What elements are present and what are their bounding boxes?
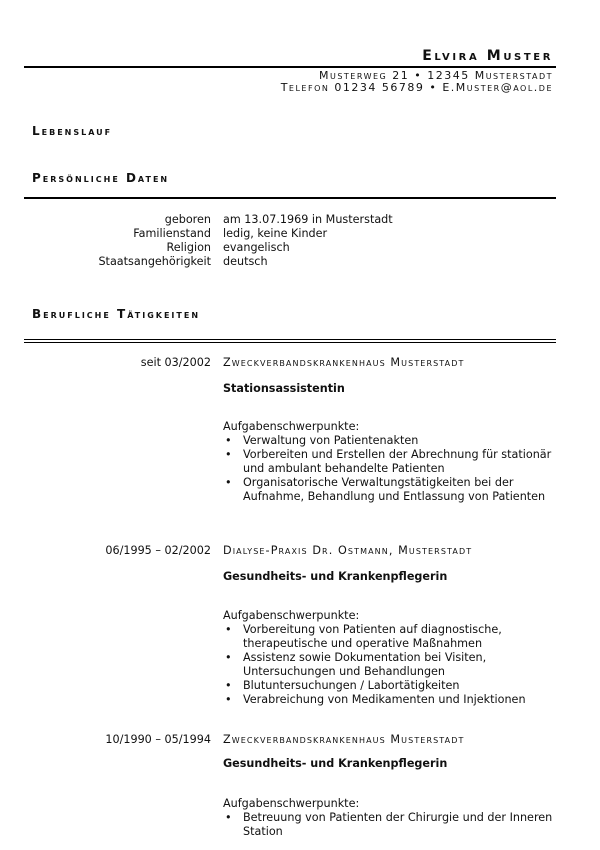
career-heading: Berufliche Tätigkeiten — [32, 307, 201, 321]
job-employer: Zweckverbandskrankenhaus Musterstadt — [223, 356, 465, 369]
bullet-icon: • — [225, 651, 232, 664]
job-date: 10/1990 – 05/1994 — [105, 733, 211, 746]
applicant-name: Elvira Muster — [422, 48, 553, 64]
list-item — [223, 434, 553, 448]
personal-label: Religion — [166, 241, 211, 254]
job-tasks-intro: Aufgabenschwerpunkte: — [223, 797, 360, 810]
personal-row-birth — [24, 213, 564, 227]
bullet-icon: • — [225, 434, 232, 447]
career-rule-bottom — [24, 342, 556, 343]
personal-value: deutsch — [223, 255, 268, 268]
bullet-icon: • — [225, 811, 232, 824]
bullet-icon: • — [225, 693, 232, 706]
list-item — [223, 693, 553, 707]
personal-row-religion — [24, 241, 564, 255]
job-title: Stationsassistentin — [223, 382, 345, 395]
list-item — [223, 448, 553, 476]
job-date: seit 03/2002 — [140, 356, 211, 369]
bullet-icon: • — [225, 476, 232, 489]
document-title: Lebenslauf — [32, 124, 113, 138]
personal-data-heading: Persönliche Daten — [32, 171, 170, 185]
task-text: Blutuntersuchungen / Labortätigkeiten — [243, 679, 460, 692]
task-text: Assistenz sowie Dokumentation bei Visiten, Untersuchungen und Behandlungen — [243, 651, 487, 678]
list-item — [223, 679, 553, 693]
task-text: Verwaltung von Patientenakten — [243, 434, 419, 447]
personal-value: evangelisch — [223, 241, 290, 254]
job-task-list — [223, 811, 553, 839]
personal-row-marital — [24, 227, 564, 241]
job-employer: Zweckverbandskrankenhaus Musterstadt — [223, 733, 465, 746]
personal-data-rule — [24, 197, 556, 199]
personal-value: am 13.07.1969 in Musterstadt — [223, 213, 393, 226]
personal-label: Staatsangehörigkeit — [98, 255, 211, 268]
list-item — [223, 651, 553, 679]
job-title: Gesundheits- und Krankenpflegerin — [223, 570, 448, 583]
task-text: Verabreichung von Medikamenten und Injektionen — [243, 693, 526, 706]
header-rule — [24, 66, 556, 68]
personal-value: ledig, keine Kinder — [223, 227, 328, 240]
list-item — [223, 623, 553, 651]
job-task-list — [223, 434, 553, 504]
task-text: Vorbereitung von Patienten auf diagnostische, therapeutische und operative Maßnahmen — [243, 623, 502, 650]
list-item — [223, 811, 553, 839]
personal-label: Familienstand — [133, 227, 211, 240]
job-date: 06/1995 – 02/2002 — [105, 544, 211, 557]
bullet-icon: • — [225, 448, 232, 461]
bullet-icon: • — [225, 679, 232, 692]
list-item — [223, 476, 553, 504]
job-tasks-intro: Aufgabenschwerpunkte: — [223, 609, 360, 622]
job-employer: Dialyse-Praxis Dr. Ostmann, Musterstadt — [223, 544, 473, 557]
personal-row-nationality — [24, 255, 564, 269]
task-text: Vorbereiten und Erstellen der Abrechnung für stationär und ambulant behandelte Patienten — [243, 448, 552, 475]
address-line: Musterweg 21 • 12345 Musterstadt — [318, 69, 553, 82]
task-text: Organisatorische Verwaltungstätigkeiten bei der Aufnahme, Behandlung und Entlassung von Patienten — [243, 476, 546, 503]
task-text: Betreuung von Patienten der Chirurgie und der Inneren Station — [243, 811, 553, 838]
contact-line: Telefon 01234 56789 • E.Muster@aol.de — [280, 81, 553, 94]
job-task-list — [223, 623, 553, 707]
personal-label: geboren — [164, 213, 211, 226]
job-tasks-intro: Aufgabenschwerpunkte: — [223, 420, 360, 433]
career-rule-top — [24, 339, 556, 340]
job-title: Gesundheits- und Krankenpflegerin — [223, 757, 448, 770]
bullet-icon: • — [225, 623, 232, 636]
